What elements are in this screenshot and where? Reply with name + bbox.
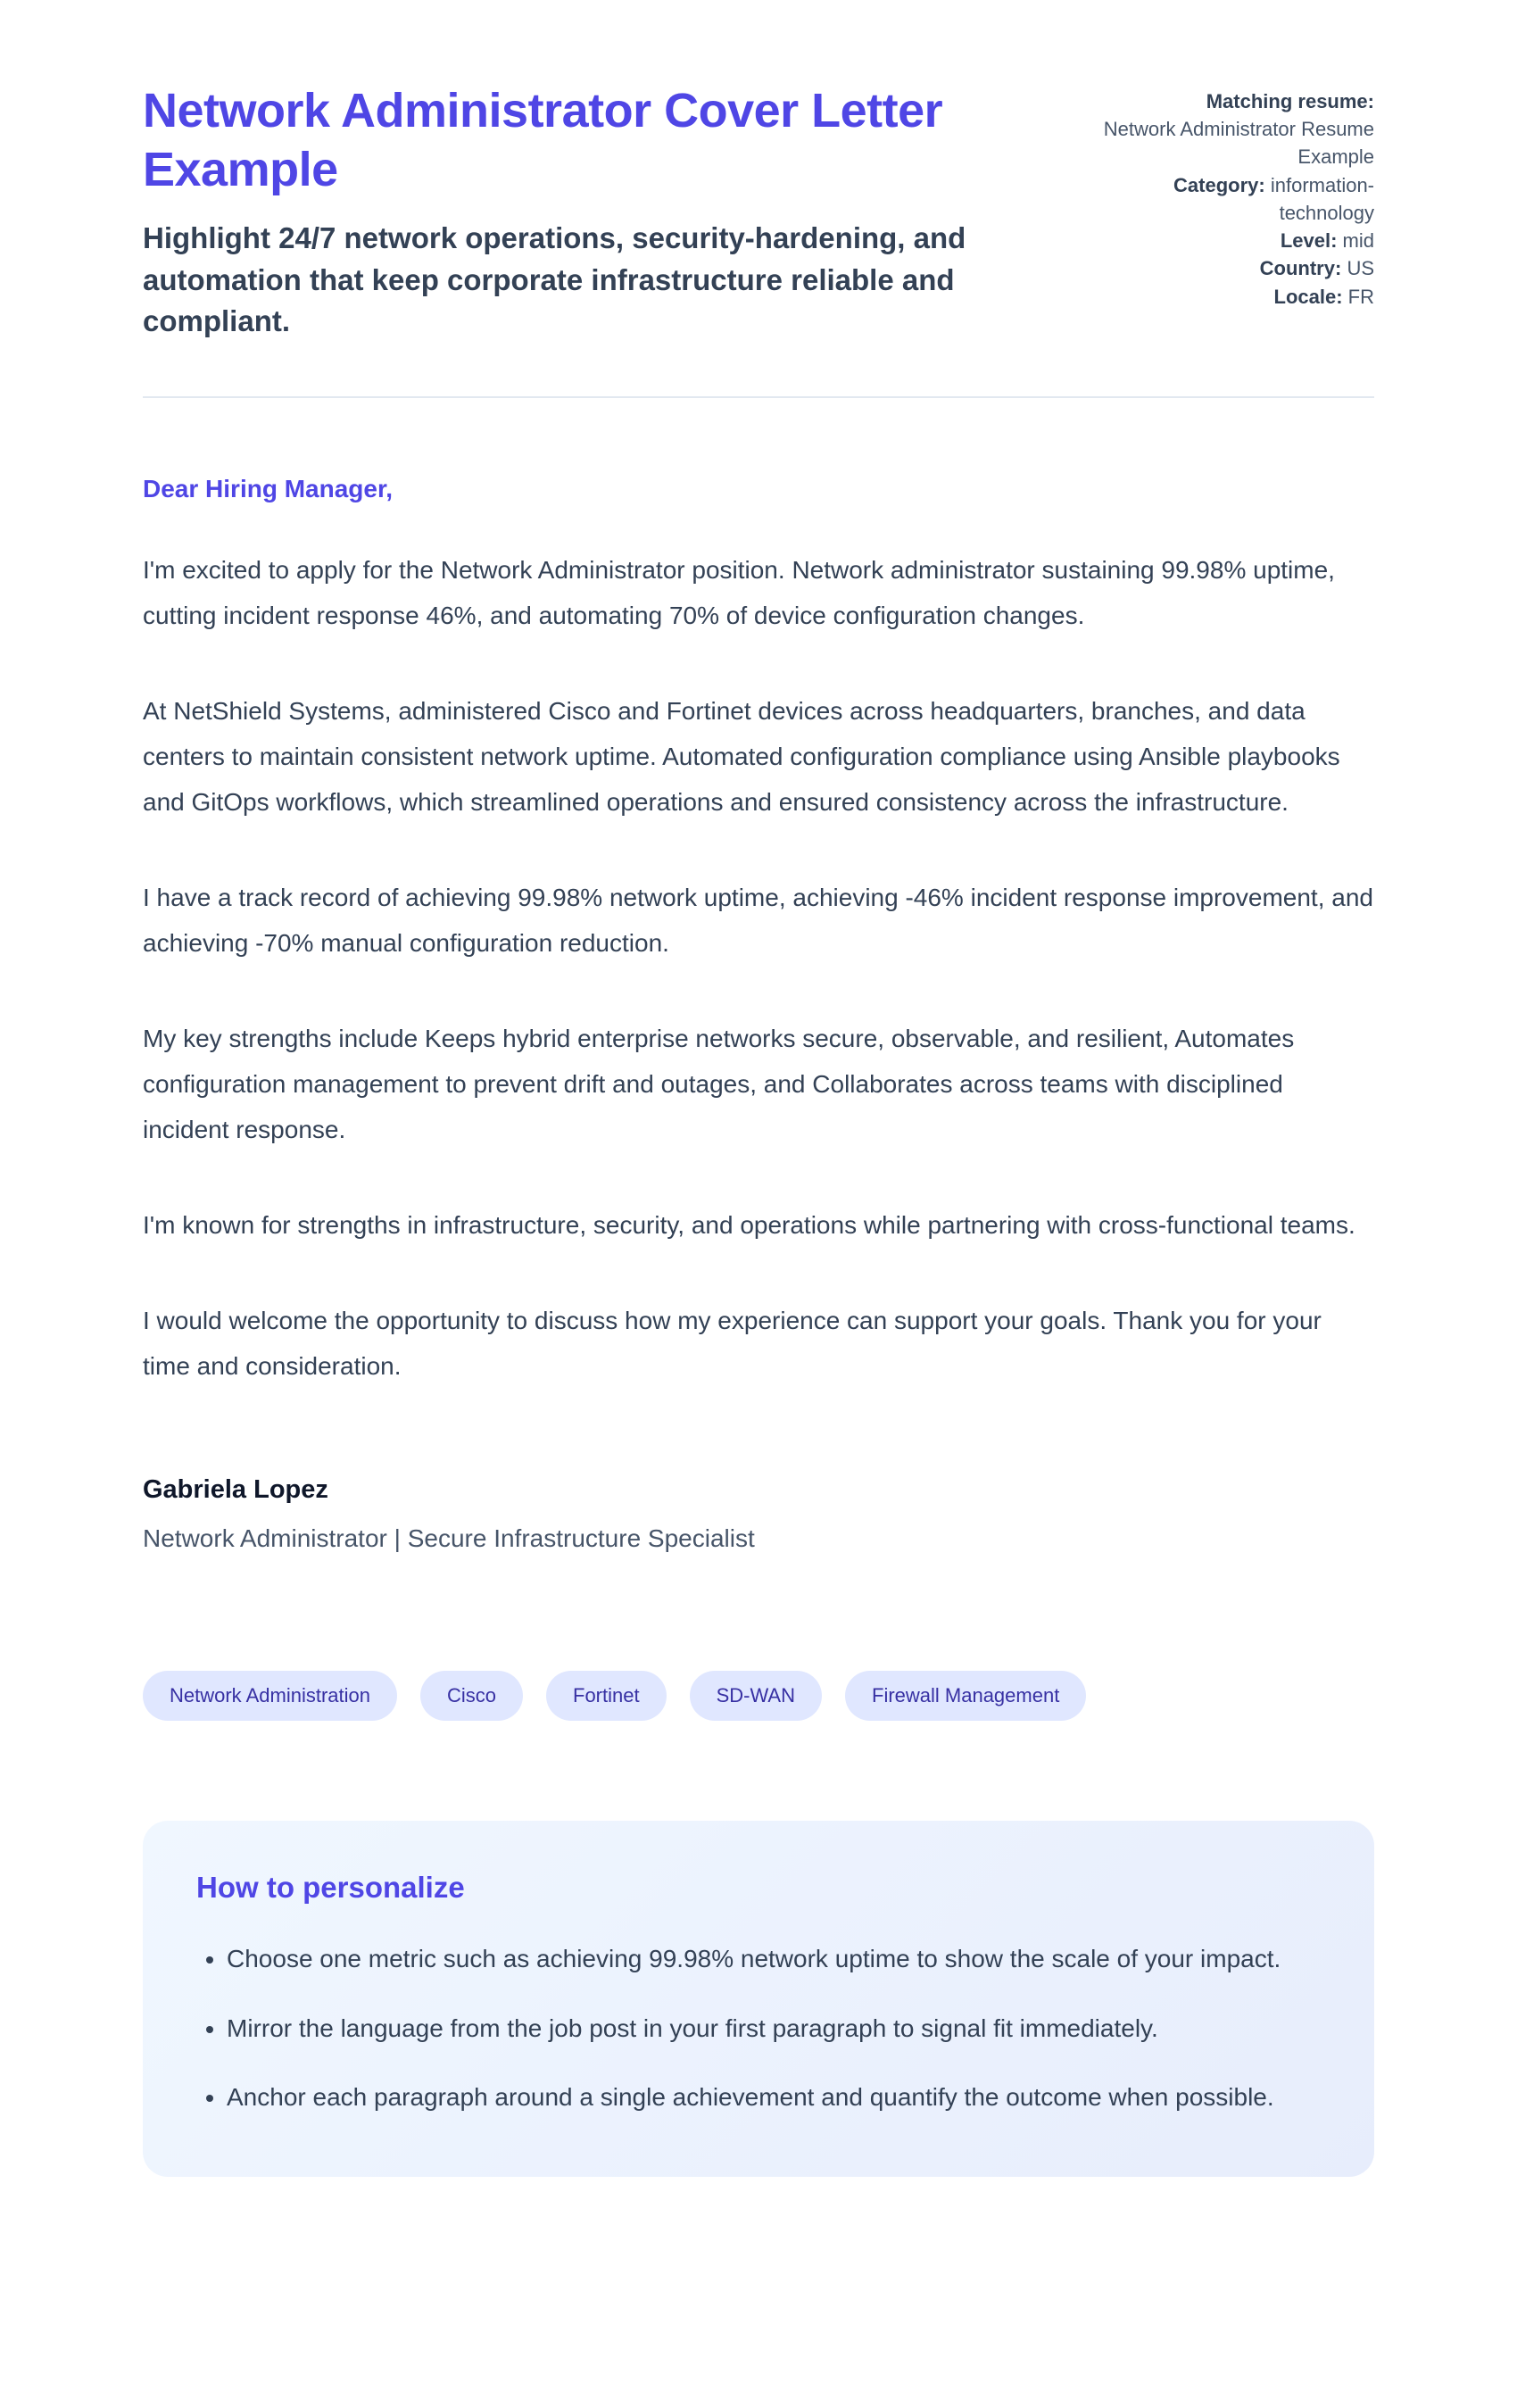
signature-name: Gabriela Lopez (143, 1474, 328, 1504)
page-header (143, 82, 1374, 343)
header-divider (143, 396, 1374, 398)
meta-value-category: information-technology (1270, 173, 1374, 224)
meta-label-level: Level: (1280, 229, 1338, 253)
letter-paragraph: My key strengths include Keeps hybrid enterprise networks secure, observable, and resilient, Automates configuration management to prevent drift and outages, and Collaborates across teams with disciplined incident response. (143, 1025, 1295, 1143)
page-subtitle: Highlight 24/7 network operations, security-hardening, and automation that keep corporate infrastructure reliable and compliant. (143, 220, 966, 338)
signature-block (143, 1475, 1374, 1553)
meta-label-matching-resume: Matching resume: (1206, 90, 1374, 112)
personalize-tip: • Anchor each paragraph around a single achievement and quantify the outcome when possible. (227, 2075, 1297, 2120)
letter-paragraph: I would welcome the opportunity to discuss how my experience can support your goals. Thank you for your time and consideration. (143, 1306, 1322, 1380)
meta-row-locale (1098, 283, 1374, 311)
meta-label-category: Category: (1173, 173, 1265, 196)
tag-cisco: Cisco (420, 1671, 523, 1721)
meta-label-locale: Locale: (1273, 285, 1343, 308)
meta-row-matching-resume (1098, 87, 1374, 171)
page (143, 0, 1374, 2257)
cover-letter (143, 475, 1374, 1552)
meta-row-category (1098, 171, 1374, 227)
tag-firewall-management: Firewall Management (845, 1671, 1086, 1721)
personalize-tip: • Choose one metric such as achieving 99.98% network uptime to show the scale of your impact. (227, 1937, 1297, 1981)
signature-title: Network Administrator | Secure Infrastructure Specialist (143, 1524, 755, 1552)
tag-fortinet: Fortinet (546, 1671, 667, 1721)
tag-network-administration: Network Administration (143, 1671, 397, 1721)
meta-row-country (1098, 254, 1374, 282)
personalize-title: How to personalize (196, 1870, 465, 1904)
personalize-tip: • Mirror the language from the job post in your first paragraph to signal fit immediately. (227, 2006, 1297, 2051)
tag-list (143, 1671, 1374, 1721)
letter-paragraph: At NetShield Systems, administered Cisco and Fortinet devices across headquarters, branches, and data centers to maintain consistent network uptime. Automated configuration compliance using Ansible playbooks and GitOps workflows, which streamlined operations and ensured consistency across the infrastructure. (143, 697, 1340, 817)
personalize-tip-list (184, 1937, 1321, 2120)
letter-paragraph: I'm known for strengths in infrastructure, security, and operations while partnering with cross-functional teams. (143, 1210, 1355, 1239)
meta-label-country: Country: (1259, 257, 1342, 280)
meta-value-country: US (1347, 257, 1374, 280)
letter-paragraph: I have a track record of achieving 99.98% network uptime, achieving -46% incident response improvement, and achieving -70% manual configuration reduction. (143, 884, 1373, 958)
header-meta (1098, 82, 1374, 311)
personalize-box (143, 1821, 1374, 2177)
meta-value-locale: FR (1347, 285, 1374, 308)
meta-value-level: mid (1342, 229, 1374, 253)
letter-paragraph: I'm excited to apply for the Network Administrator position. Network administrator sustaining 99.98% uptime, cutting incident response 46%, and automating 70% of device configuration changes. (143, 556, 1335, 630)
page-title: Network Administrator Cover Letter Example (143, 84, 943, 196)
meta-row-level (1098, 227, 1374, 254)
salutation: Dear Hiring Manager, (143, 475, 394, 503)
tag-sd-wan: SD-WAN (690, 1671, 822, 1721)
meta-value-matching-resume: Network Administrator Resume Example (1103, 118, 1374, 169)
header-text (143, 82, 1017, 343)
